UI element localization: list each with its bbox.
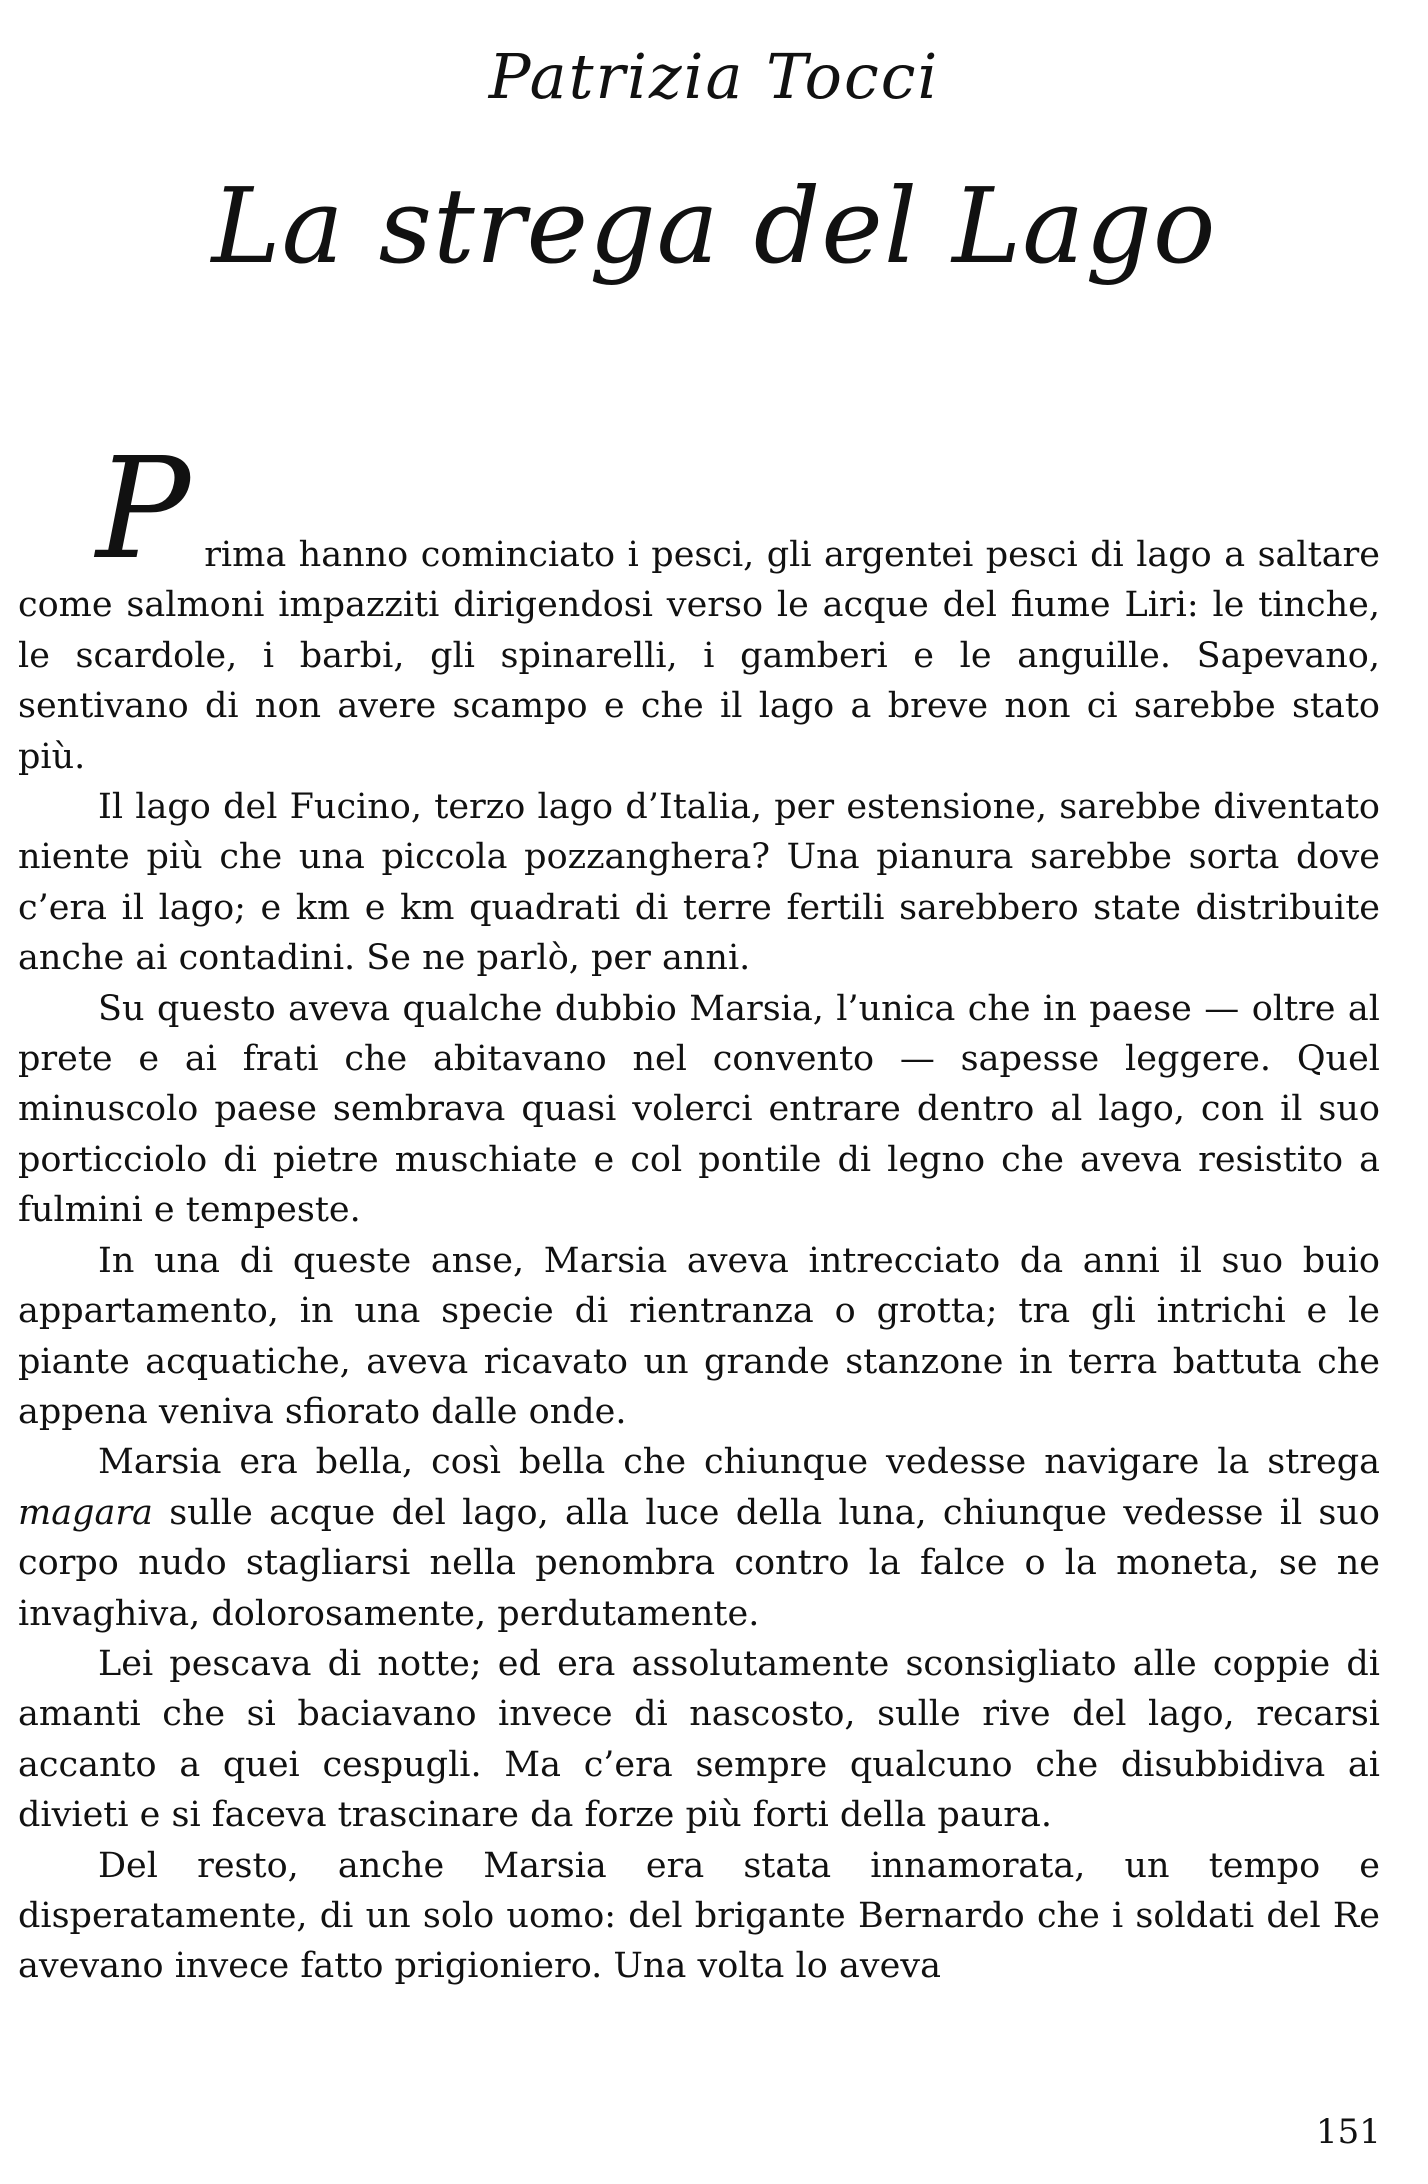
paragraph-text: rima hanno cominciato i pesci, gli argentei pesci di lago a saltare come salmoni impazziti dirigendosi verso le acque del fiume Liri: le tinche, le scardole, i barbi, gli spinarelli, i gamberi e le anguille. Sapevano, sentivano di non avere scampo e che il lago a breve non ci sarebbe stato più. xyxy=(18,535,1380,777)
paragraph: Lei pescava di notte; ed era assolutamente sconsigliato alle coppie di amanti che si baciavano invece di nascosto, sulle rive del lago, recarsi accanto a quei cespugli. Ma c’era sempre qualcuno che disubbidiva ai divieti e si faceva trascinare da forze più forti della paura. xyxy=(18,1643,1380,1836)
paragraph-text: Marsia era bella, così bella che chiunque vedesse navigare la strega xyxy=(98,1442,1380,1483)
paragraph: Il lago del Fucino, terzo lago d’Italia, per estensione, sarebbe diventato niente più che una piccola pozzanghera? Una pianura sarebbe sorta dove c’era il lago; e km e km quadrati di terre fertili sarebbero state distribuite anche ai contadini. Se ne parlò, per anni. xyxy=(18,787,1380,979)
author-name: Patrizia Tocci xyxy=(488,40,940,113)
paragraph xyxy=(18,1437,1380,1639)
paragraph xyxy=(18,428,1380,782)
paragraph: In una di queste anse, Marsia aveva intrecciato da anni il suo buio appartamento, in una specie di rientranza o grotta; tra gli intrichi e le piante acquatiche, aveva ricavato un grande stanzone in terra battuta che appena veniva sfiorato dalle onde. xyxy=(18,1240,1380,1432)
body-text xyxy=(18,428,1380,1992)
page-number: 151 xyxy=(1316,2112,1381,2152)
paragraph: Su questo aveva qualche dubbio Marsia, l’unica che in paese — oltre al prete e ai frati che abitavano nel convento — sapesse leggere. Quel minuscolo paese sembrava quasi volerci entrare dentro al lago, con il suo porticciolo di pietre muschiate e col pontile di legno che aveva resistito a fulmini e tempeste. xyxy=(18,988,1380,1231)
italic-word: magara xyxy=(18,1492,153,1533)
drop-cap: P xyxy=(96,428,191,591)
paragraph: Del resto, anche Marsia era stata innamorata, un tempo e disperatamente, di un solo uomo: del brigante Bernardo che i soldati del Re avevano invece fatto prigioniero. Una volta lo aveva xyxy=(18,1845,1380,1987)
paragraph-text: sulle acque del lago, alla luce della luna, chiunque vedesse il suo corpo nudo stagliarsi nella penombra contro la falce o la moneta, se ne invaghiva, dolorosamente, perdutamente. xyxy=(18,1492,1380,1634)
chapter-title: La strega del Lago xyxy=(211,165,1217,287)
